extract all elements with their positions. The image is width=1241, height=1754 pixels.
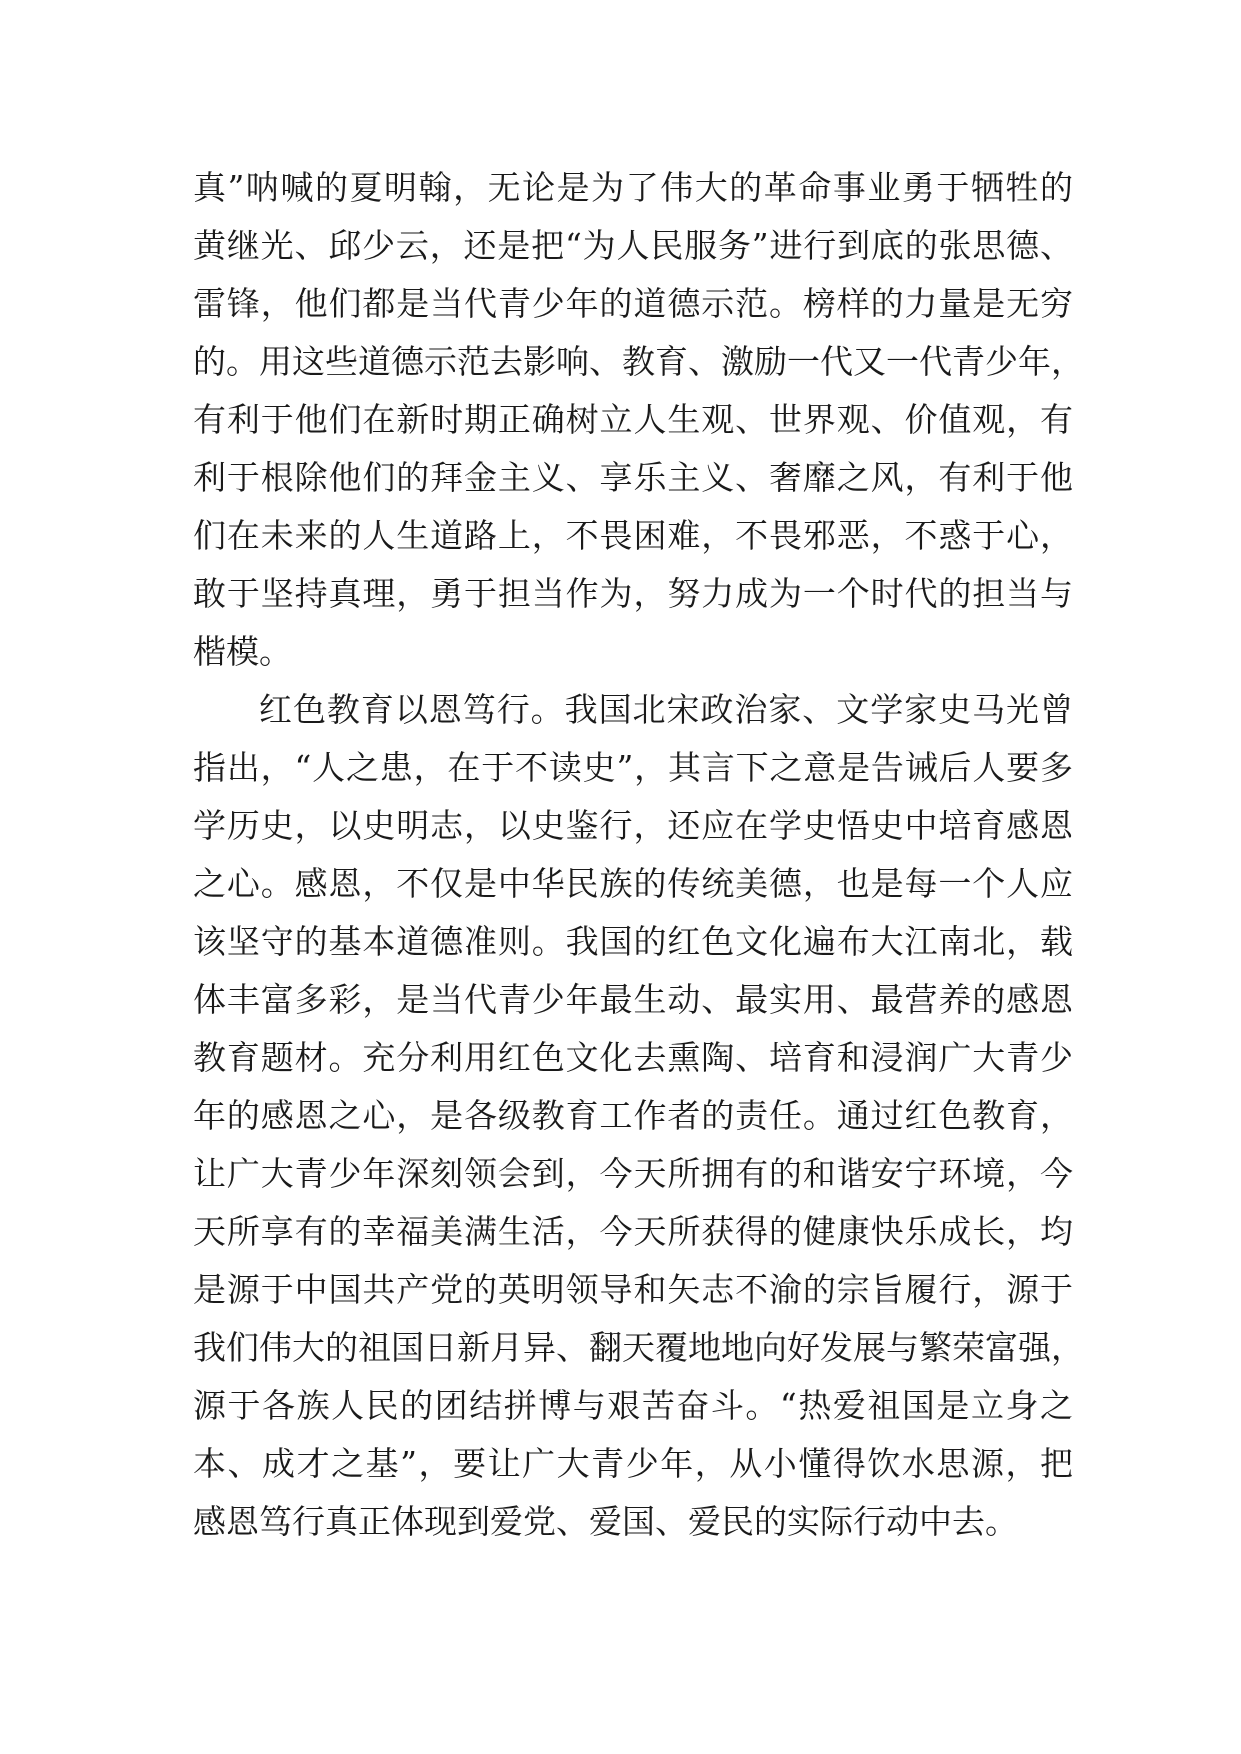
paragraph-end-line: 楷模。: [193, 632, 292, 671]
text-line: 利于根除他们的拜金主义、享乐主义、奢靡之风，有利于他: [193, 458, 1073, 497]
paragraph-first-line: 红色教育以恩笃行。我国北宋政治家、文学家史马光曾: [259, 690, 1073, 729]
text-line: 教育题材。充分利用红色文化去熏陶、培育和浸润广大青少: [193, 1038, 1073, 1077]
text-line: 敢于坚持真理，勇于担当作为，努力成为一个时代的担当与: [193, 574, 1073, 613]
text-line: 们在未来的人生道路上，不畏困难，不畏邪恶，不惑于心，: [193, 516, 1073, 555]
text-line: 黄继光、邱少云，还是把“为人民服务”进行到底的张思德、: [193, 226, 1073, 265]
text-line: 年的感恩之心，是各级教育工作者的责任。通过红色教育，: [193, 1096, 1073, 1135]
text-line: 我们伟大的祖国日新月异、翻天覆地地向好发展与繁荣富强，: [193, 1328, 1084, 1367]
text-line: 体丰富多彩，是当代青少年最生动、最实用、最营养的感恩: [193, 980, 1073, 1019]
text-line: 的。用这些道德示范去影响、教育、激励一代又一代青少年，: [193, 342, 1084, 381]
body-text: [193, 159, 1084, 1551]
text-line: 源于各族人民的团结拼博与艰苦奋斗。“热爱祖国是立身之: [193, 1386, 1073, 1425]
text-line: 让广大青少年深刻领会到，今天所拥有的和谐安宁环境，今: [193, 1154, 1073, 1193]
text-line: 真”呐喊的夏明翰，无论是为了伟大的革命事业勇于牺牲的: [193, 168, 1073, 207]
paragraph-end-line: 感恩笃行真正体现到爱党、爱国、爱民的实际行动中去。: [193, 1502, 1018, 1541]
text-line: 该坚守的基本道德准则。我国的红色文化遍布大江南北，载: [193, 922, 1073, 961]
text-line: 天所享有的幸福美满生活，今天所获得的健康快乐成长，均: [193, 1212, 1073, 1251]
text-line: 学历史，以史明志，以史鉴行，还应在学史悟史中培育感恩: [193, 806, 1073, 845]
text-line: 指出，“人之患，在于不读史”，其言下之意是告诫后人要多: [193, 748, 1073, 787]
text-line: 雷锋，他们都是当代青少年的道德示范。榜样的力量是无穷: [193, 284, 1073, 323]
text-line: 之心。感恩，不仅是中华民族的传统美德，也是每一个人应: [193, 864, 1073, 903]
text-line: 有利于他们在新时期正确树立人生观、世界观、价值观，有: [193, 400, 1073, 439]
text-line: 是源于中国共产党的英明领导和矢志不渝的宗旨履行，源于: [193, 1270, 1073, 1309]
text-line: 本、成才之基”，要让广大青少年，从小懂得饮水思源，把: [193, 1444, 1073, 1483]
